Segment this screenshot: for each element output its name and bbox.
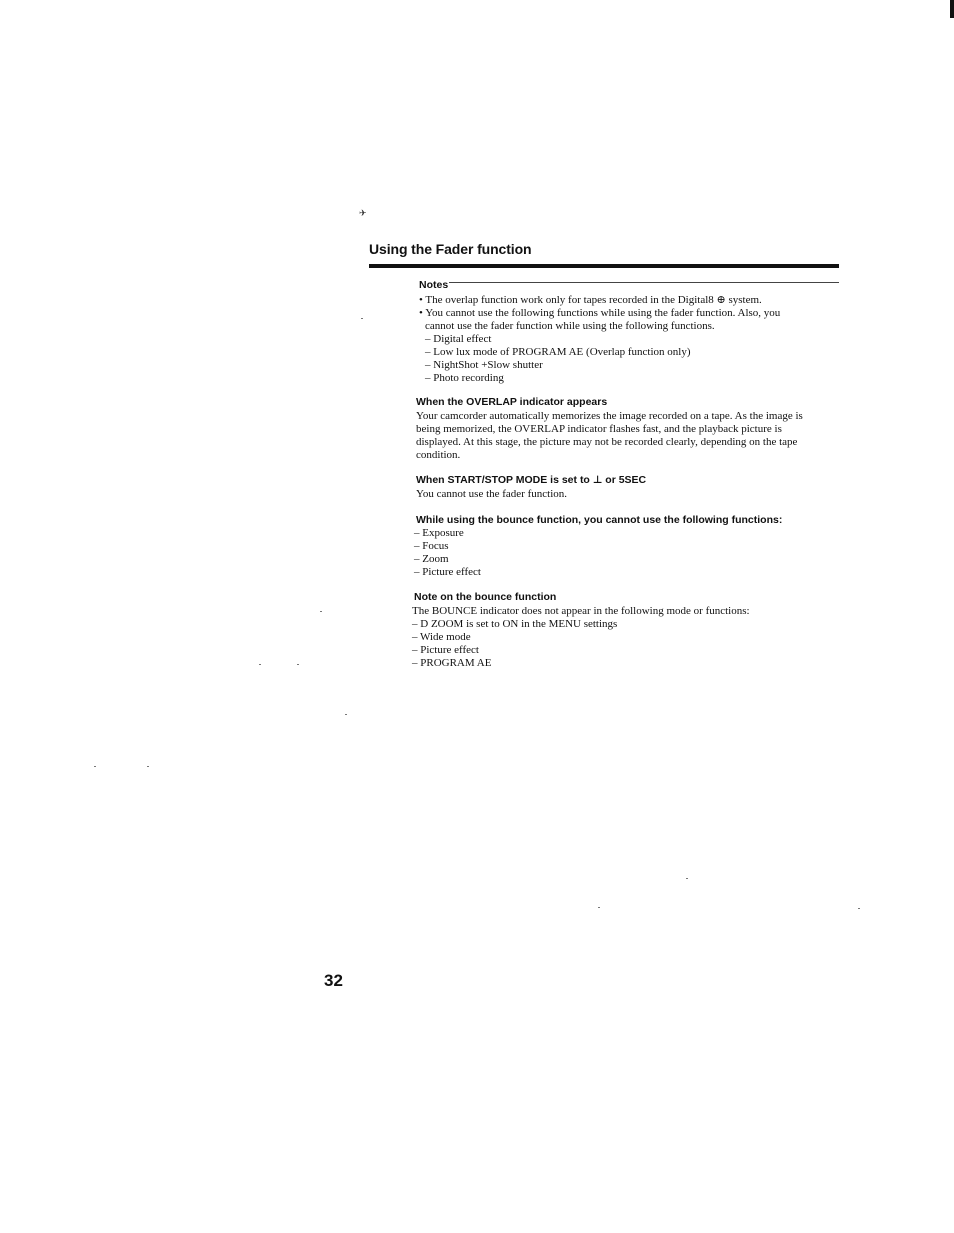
notes-bullet-2: • You cannot use the following functions while using the fader function. Also, you <box>419 307 781 319</box>
binding-edge-mark <box>950 0 954 18</box>
notes-bullet-1: • The overlap function work only for tapes recorded in the Digital8 ⊕ system. <box>419 294 762 306</box>
bounce-note-text <box>412 605 750 670</box>
scan-speck <box>858 908 860 909</box>
bounce-note-line: – Picture effect <box>412 644 479 656</box>
bounce-using-item: – Picture effect <box>414 566 481 578</box>
overlap-section-title: When the OVERLAP indicator appears <box>416 396 608 408</box>
bounce-using-item: – Focus <box>414 540 449 552</box>
bounce-note-line: – D ZOOM is set to ON in the MENU settings <box>412 618 618 630</box>
bounce-using-list <box>414 527 481 579</box>
startstop-section-text <box>416 488 567 501</box>
notes-item: – Digital effect <box>425 333 492 345</box>
scan-speck <box>345 714 347 715</box>
scan-speck <box>259 664 261 665</box>
bounce-using-item: – Zoom <box>414 553 449 565</box>
scan-speck <box>94 766 96 767</box>
notes-rule <box>449 282 839 283</box>
overlap-section-text <box>416 410 803 462</box>
scan-speck <box>297 664 299 665</box>
notes-item: – Low lux mode of PROGRAM AE (Overlap function only) <box>425 346 691 358</box>
heading-rule <box>369 264 839 268</box>
scan-speck <box>361 318 363 319</box>
notes-bullets <box>419 294 780 320</box>
overlap-line: being memorized, the OVERLAP indicator flashes fast, and the playback picture is <box>416 423 782 435</box>
notes-title: Notes <box>419 279 449 291</box>
notes-item: – Photo recording <box>425 372 504 384</box>
startstop-line: You cannot use the fader function. <box>416 488 568 500</box>
bounce-note-line: – PROGRAM AE <box>412 657 492 669</box>
bounce-using-title: While using the bounce function, you cannot use the following functions: <box>416 514 783 526</box>
startstop-section-title: When START/STOP MODE is set to ⊥ or 5SEC <box>416 474 647 486</box>
top-mark-icon: ✈ <box>359 208 367 218</box>
bounce-note-title: Note on the bounce function <box>414 591 557 603</box>
bounce-note-line: – Wide mode <box>412 631 471 643</box>
notes-list <box>425 320 715 385</box>
notes-bullet-2-cont: cannot use the fader function while using the following functions. <box>425 320 715 332</box>
overlap-line: displayed. At this stage, the picture may not be recorded clearly, depending on the tape <box>416 436 798 448</box>
overlap-line: Your camcorder automatically memorizes the image recorded on a tape. As the image is <box>416 410 803 422</box>
overlap-line: condition. <box>416 449 461 461</box>
bounce-using-item: – Exposure <box>414 527 464 539</box>
scan-speck <box>686 878 688 879</box>
scan-speck <box>147 766 149 767</box>
scan-speck <box>320 611 322 612</box>
page-title: Using the Fader function <box>369 241 532 257</box>
bounce-note-line: The BOUNCE indicator does not appear in the following mode or functions: <box>412 605 750 617</box>
scan-speck <box>598 907 600 908</box>
notes-item: – NightShot +Slow shutter <box>425 359 543 371</box>
page-number: 32 <box>324 971 343 990</box>
